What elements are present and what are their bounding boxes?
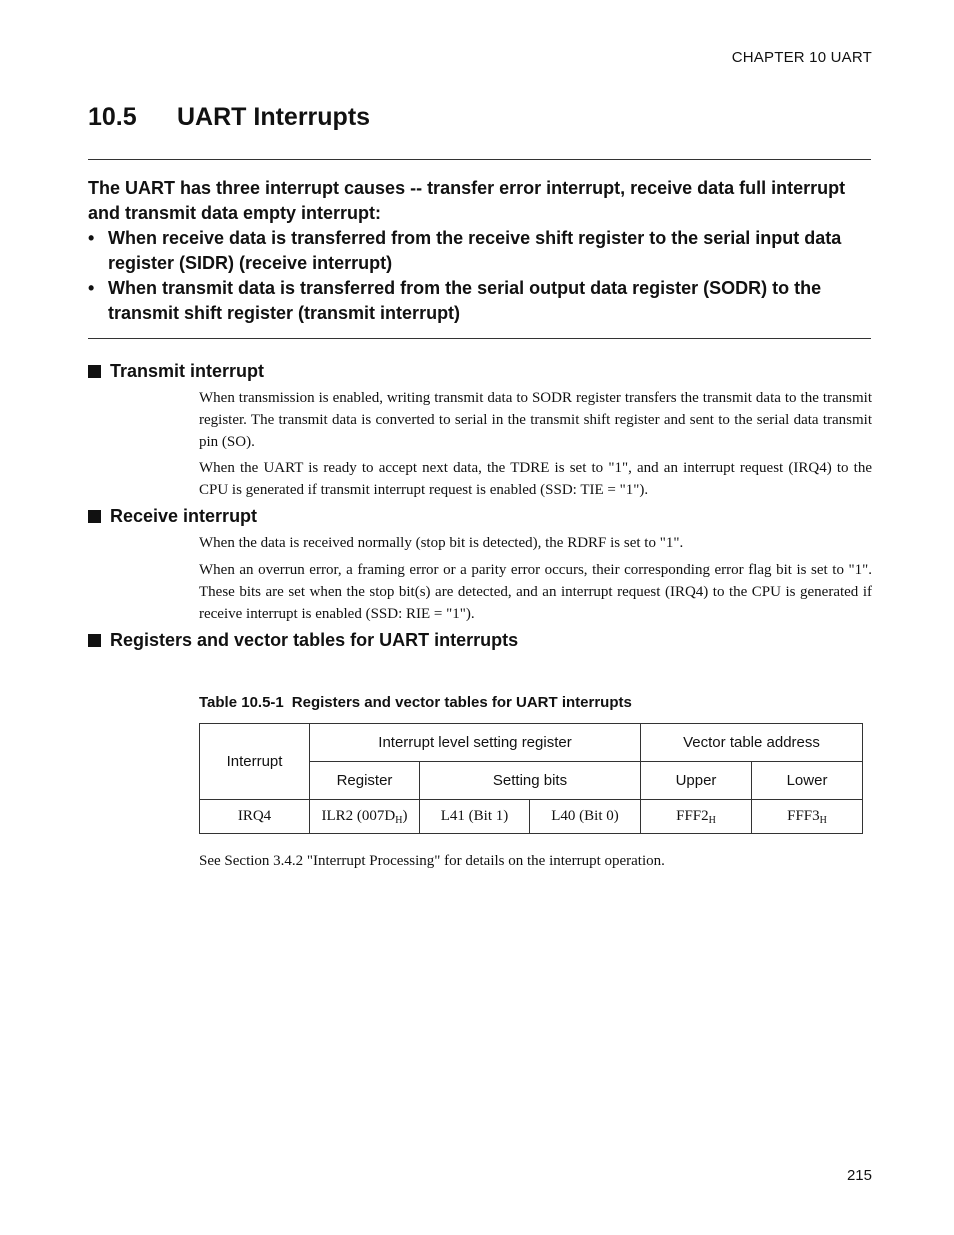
cell-lower-sub: H (819, 815, 827, 826)
cell-lower-main: FFF3 (787, 808, 820, 824)
chapter-header: CHAPTER 10 UART (731, 49, 872, 66)
th-upper: Upper (641, 762, 752, 800)
table-caption (199, 694, 632, 711)
bullet-marker: • (88, 278, 95, 298)
receive-paragraph-2: When an overrun error, a framing error or a parity error occurs, their corresponding error flag bit is set to "1". These bits are set when the stop bit(s) are detected, and an interrupt request (IRQ4) to the CPU is generated if receive interrupt is enabled (SSD: RIE = "1"). (199, 562, 872, 622)
receive-heading-text: Receive interrupt (110, 506, 258, 526)
th-level-register: Interrupt level setting register (310, 724, 641, 762)
th-vector-address: Vector table address (641, 724, 863, 762)
section-title (88, 103, 370, 132)
summary-intro: The UART has three interrupt causes -- transfer error interrupt, receive data full interrupt and transmit data empty interrupt: (88, 178, 846, 223)
cell-lower (752, 800, 863, 834)
summary-bullet-2 (88, 276, 878, 326)
table-header-row-1 (200, 724, 863, 762)
registers-heading (88, 630, 518, 651)
see-section-note: See Section 3.4.2 "Interrupt Processing" for details on the interrupt operation. (199, 853, 665, 869)
receive-paragraph-1: When the data is received normally (stop bit is detected), the RDRF is set to "1". (199, 535, 684, 551)
th-lower: Lower (752, 762, 863, 800)
cell-register-sub: H (395, 815, 403, 826)
cell-register-main: ILR2 (007D (321, 808, 396, 824)
th-register: Register (310, 762, 420, 800)
transmit-paragraph-2: When the UART is ready to accept next data, the TDRE is set to "1", and an interrupt request (IRQ4) to the CPU is generated if transmit interrupt request is enabled (SSD: TIE = "1"). (199, 460, 872, 498)
th-interrupt: Interrupt (200, 724, 310, 800)
registers-heading-text: Registers and vector tables for UART interrupts (110, 630, 519, 650)
cell-register (310, 800, 420, 834)
summary-bullet-2-text: When transmit data is transferred from the serial output data register (SODR) to the transmit shift register (transmit interrupt) (108, 278, 822, 323)
summary-box (88, 176, 878, 326)
cell-upper-main: FFF2 (676, 808, 709, 824)
receive-heading (88, 506, 257, 527)
table-caption-label: Table 10.5-1 (199, 694, 284, 711)
table-row (200, 800, 863, 834)
summary-bullet-1-text: When receive data is transferred from the receive shift register to the serial input data register (SIDR) (receive interrupt) (108, 228, 842, 273)
cell-upper-sub: H (708, 815, 716, 826)
cell-bit0: L40 (Bit 0) (530, 800, 641, 834)
table-caption-title: Registers and vector tables for UART interrupts (291, 694, 632, 711)
cell-upper (641, 800, 752, 834)
square-bullet-icon (88, 365, 101, 378)
page-number: 215 (846, 1167, 872, 1184)
transmit-heading-text: Transmit interrupt (110, 361, 265, 381)
top-divider (88, 159, 871, 160)
section-title-text: UART Interrupts (177, 103, 371, 131)
bullet-marker: • (88, 228, 95, 248)
bottom-divider (88, 338, 871, 339)
th-setting-bits: Setting bits (420, 762, 641, 800)
summary-bullet-1 (88, 226, 878, 276)
square-bullet-icon (88, 634, 101, 647)
cell-bit1: L41 (Bit 1) (420, 800, 530, 834)
cell-interrupt: IRQ4 (200, 800, 310, 834)
cell-register-close: ) (402, 808, 408, 824)
transmit-paragraph-1: When transmission is enabled, writing transmit data to SODR register transfers the transmit data to the transmit register. The transmit data is converted to serial in the transmit shift register and sent to the serial data transmit pin (SO). (199, 390, 872, 450)
transmit-heading (88, 361, 264, 382)
interrupt-register-table (199, 723, 863, 834)
section-number: 10.5 (88, 103, 137, 131)
square-bullet-icon (88, 510, 101, 523)
